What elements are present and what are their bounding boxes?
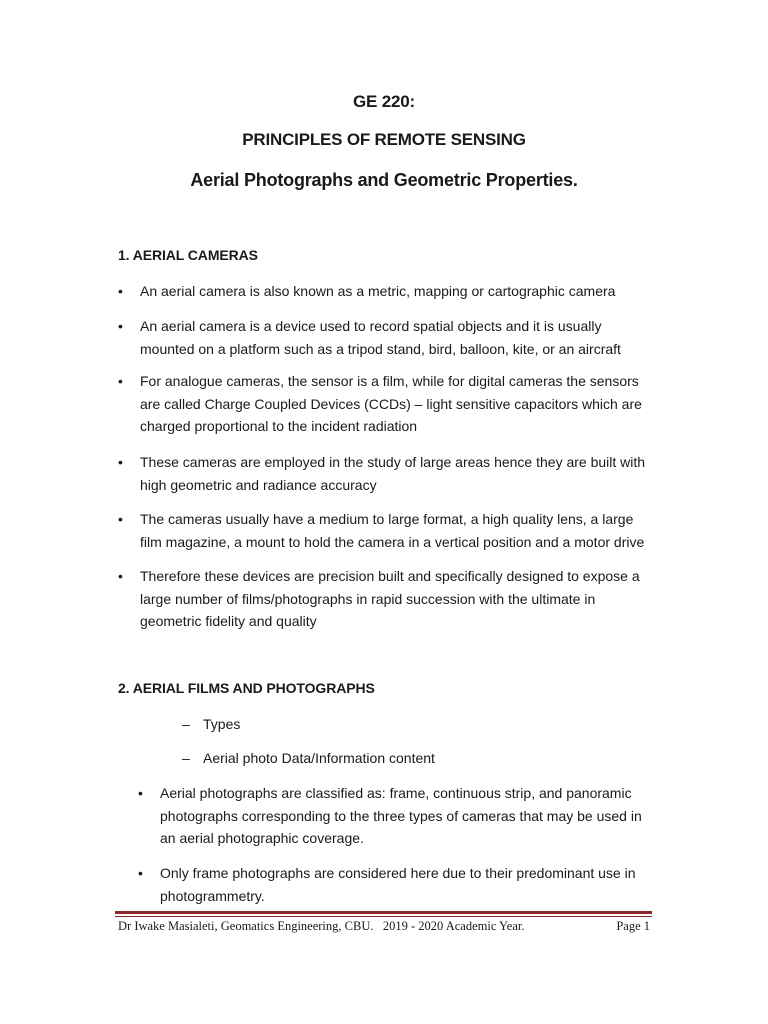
list-item-text: Aerial photographs are classified as: frame, continuous strip, and panoramic photographs corresponding to the three types of cameras that may be used in an aerial photographic coverage.: [160, 785, 642, 846]
list-item: [118, 565, 658, 633]
list-item: [118, 315, 658, 360]
bullet-icon: •: [138, 865, 143, 881]
bullet-icon: •: [118, 568, 123, 584]
list-item: [118, 370, 658, 438]
list-item: [138, 782, 658, 850]
list-item-text: Only frame photographs are considered here due to their predominant use in photogrammetry.: [160, 865, 636, 904]
bullet-icon: •: [138, 785, 143, 801]
list-item-text: The cameras usually have a medium to large format, a high quality lens, a large film magazine, a mount to hold the camera in a vertical position and a motor drive: [140, 511, 645, 550]
course-code: GE 220:: [353, 92, 415, 111]
dash-icon: –: [182, 716, 190, 732]
section-heading-aerial-cameras: 1. AERIAL CAMERAS: [118, 247, 258, 263]
list-item: [118, 280, 658, 303]
bullet-icon: •: [118, 454, 123, 470]
list-item-text: An aerial camera is also known as a metric, mapping or cartographic camera: [140, 283, 616, 299]
course-name: PRINCIPLES OF REMOTE SENSING: [242, 130, 526, 149]
list-item: [118, 508, 658, 553]
list-item-text: Types: [203, 716, 241, 732]
bullet-icon: •: [118, 283, 123, 299]
list-item: [118, 451, 658, 496]
footer-divider: [115, 916, 652, 917]
topic-title: Aerial Photographs and Geometric Properties.: [190, 170, 578, 190]
list-item: [182, 747, 435, 769]
list-item: [182, 713, 240, 735]
dash-icon: –: [182, 750, 190, 766]
bullet-icon: •: [118, 373, 123, 389]
list-item-text: An aerial camera is a device used to record spatial objects and it is usually mounted on a platform such as a tripod stand, bird, balloon, kite, or an aircraft: [140, 318, 621, 357]
section-heading-aerial-films: 2. AERIAL FILMS AND PHOTOGRAPHS: [118, 680, 375, 696]
list-item-text: Aerial photo Data/Information content: [203, 750, 435, 766]
footer-author: Dr Iwake Masialeti, Geomatics Engineering, CBU. 2019 - 2020 Academic Year.: [118, 919, 525, 933]
list-item-text: These cameras are employed in the study of large areas hence they are built with high geometric and radiance accuracy: [140, 454, 646, 493]
bullet-icon: •: [118, 318, 123, 334]
page-number: Page 1: [616, 919, 650, 933]
list-item: [138, 862, 658, 907]
footer-divider: [115, 911, 652, 914]
bullet-icon: •: [118, 511, 123, 527]
list-item-text: Therefore these devices are precision built and specifically designed to expose a large number of films/photographs in rapid succession with the ultimate in geometric fidelity and quality: [140, 568, 640, 629]
list-item-text: For analogue cameras, the sensor is a film, while for digital cameras the sensors are called Charge Coupled Devices (CCDs) – light sensitive capacitors which are charged proportional to the incident radiation: [140, 373, 642, 434]
